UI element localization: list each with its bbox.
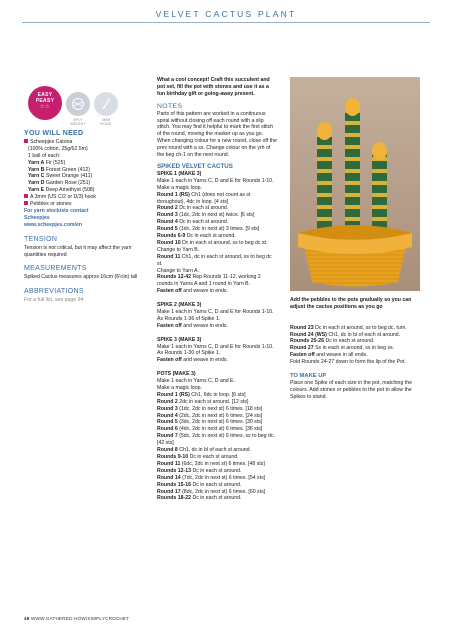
measurements-heading: MEASUREMENTS <box>24 265 87 273</box>
round-text: (2dc, 2dc in next st) 6 times. [24 sts] <box>177 412 263 419</box>
instruction-line <box>157 447 277 454</box>
round-text: As Rounds 1-30 of Spike 1. <box>157 350 221 357</box>
hook-indicator <box>93 92 119 127</box>
yarn-item <box>24 173 142 180</box>
round-text: Dc in each st around, ss to beg dc, turn. <box>313 324 407 331</box>
round-text: Dc in each st around. <box>185 233 236 240</box>
badge-line-2: PEASY <box>35 98 55 104</box>
tension-heading: TENSION <box>24 235 58 243</box>
round-text: (1dc, 2dc in next st) 3 times. [9 sts] <box>177 226 260 233</box>
header-divider <box>22 22 430 23</box>
instruction-line <box>157 350 277 357</box>
round-label: Rounds 25-26 <box>290 338 325 345</box>
yarn-label: Yarn B <box>28 166 45 173</box>
round-label: Round 2 <box>157 205 178 212</box>
round-text: Dc in each st around, ss to beg dc st. Change to Yarn B. <box>157 239 268 253</box>
spike3-heading: SPIKE 3 (MAKE 3) <box>157 336 202 343</box>
instruction-line <box>157 205 277 212</box>
round-label: Round 7 <box>157 433 178 440</box>
yarn-label: Yarn A <box>28 159 45 166</box>
stockists-brand: Scheepjes <box>24 214 50 221</box>
round-text: 2dc in each st around. [12 sts] <box>177 398 249 405</box>
make-up-text: Place one Spike of each size in the pot, matching the colours. Add stones or pebbles to the pot to allow the Spikes to stand. <box>290 379 412 400</box>
round-label: Round 10 <box>157 239 181 246</box>
instruction-line <box>157 454 277 461</box>
round-text: Rep Rounds 11-12, working 2 rounds in Yarns A and 1 round in Yarn B. <box>157 274 261 288</box>
instruction-line <box>157 413 277 420</box>
round-text: (3dc, 2dc in next st) 6 times. [30 sts] <box>177 419 263 426</box>
round-label: Rounds 18-22 <box>157 495 192 502</box>
yarn-value: Forest Green (412) <box>44 166 90 173</box>
round-text: Dc in each st around. <box>177 205 229 212</box>
round-label: Round 5 <box>157 419 178 426</box>
notes-text: Parts of this pattern are worked in a continuous spiral without closing off each round with a slip stitch. You may find it helpful to mark the first stitch of the round, moving the marker up as you go. When changing colour for a new round, close off the prev round with a ss. Change colour on the yrh of the beg ch-1 on the next round. <box>157 110 277 159</box>
badge-line-1: EASY <box>37 92 53 98</box>
intro-text: What a cool concept! Craft this succulent and pot set, fill the pot with stones and use it as a fun birthday gift or going-away present. <box>157 77 270 97</box>
spiked-heading: SPIKED VELVET CACTUS <box>157 162 233 170</box>
round-label: Fasten off <box>157 322 182 329</box>
yarn-label: Yarn C <box>28 173 45 180</box>
instruction-line <box>157 344 277 351</box>
round-text: Make a magic loop. <box>157 384 202 391</box>
round-label: Round 5 <box>157 226 178 233</box>
yarn-value: Deep Amethyst (508) <box>44 187 95 194</box>
notes-heading: NOTES <box>157 102 183 110</box>
weight-indicator <box>65 92 91 127</box>
instruction-line <box>157 475 277 482</box>
stockists-link[interactable]: www.scheepjes.com/en <box>24 221 83 228</box>
instruction-line <box>157 378 277 385</box>
instruction-line <box>157 385 277 392</box>
round-text: (7dc, 2dc in next st) 6 times. [54 sts] <box>180 474 266 481</box>
round-label: Round 14 <box>157 474 181 481</box>
round-label: Round 23 <box>290 324 314 331</box>
instruction-line <box>290 325 420 332</box>
round-label: Round 17 <box>157 488 181 495</box>
round-label: Rounds 12-13 <box>157 467 192 474</box>
round-text: Change to Yarn A. <box>157 267 199 274</box>
instruction-line <box>157 233 277 240</box>
round-label: Fasten off <box>157 357 182 364</box>
yarn-label: Yarn E <box>28 187 45 194</box>
round-label: Rounds 9-10 <box>157 453 189 460</box>
round-label: Round 3 <box>157 212 178 219</box>
round-text: Ch1, dc in each st around, ss to beg dc st. <box>157 253 272 267</box>
round-text: Make 1 each in Yarns C, D and E. <box>157 378 235 385</box>
instruction-line <box>157 226 277 233</box>
brand-detail: (100% cotton, 25g/62.5m) <box>28 145 88 152</box>
round-label: Round 4 <box>157 219 178 226</box>
round-label: Round 3 <box>157 405 178 412</box>
instruction-line <box>157 240 277 254</box>
round-label: Round 27 <box>290 345 314 352</box>
instruction-line <box>157 426 277 433</box>
pots-instructions <box>157 378 277 502</box>
round-text: (1dc, 2dc in next st) twice. [6 sts] <box>177 212 255 219</box>
yarn-item <box>24 167 142 174</box>
footer-url: WWW.GATHERED.HOW/SIMPLYCROCHET <box>29 616 130 621</box>
instruction-line <box>290 345 420 352</box>
round-label: Round 1 (RS) <box>157 391 190 398</box>
round-text: Fold Rounds 24-27 down to form the lip of the Pot. <box>290 359 406 366</box>
round-label: Round 11 <box>157 253 181 260</box>
page-footer <box>24 616 129 621</box>
round-label: Rounds 15-16 <box>157 481 192 488</box>
instruction-line <box>157 316 277 323</box>
page-title: VELVET CACTUS PLANT <box>155 9 297 19</box>
round-text: (5dc, 2dc in next st) 6 times, ss to beg dc. [42 sts] <box>157 433 275 447</box>
spike1-instructions <box>157 178 277 295</box>
badge-stars: ☆☆ <box>40 104 50 110</box>
round-label: Round 6 <box>157 426 178 433</box>
spike1-heading: SPIKE 1 (MAKE 3) <box>157 170 202 177</box>
make-up-heading: TO MAKE UP <box>290 372 327 379</box>
round-text: Ch1, dc in bl of each st around. <box>326 331 401 338</box>
round-text: (4dc, 2dc in next st) 6 times. [36 sts] <box>177 426 263 433</box>
spike2-heading: SPIKE 2 (MAKE 3) <box>157 302 202 309</box>
instruction-line <box>290 352 420 359</box>
yarn-item <box>24 180 142 187</box>
you-will-need-heading: YOU WILL NEED <box>24 130 84 137</box>
round-text: and weave in ends. <box>181 322 228 329</box>
round-text: As Rounds 1-36 of Spike 1. <box>157 315 221 322</box>
photo-caption: Add the pebbles to the pots gradually so you can adjust the cactus positions as you go <box>290 297 412 310</box>
instruction-line <box>157 212 277 219</box>
pebbles-text: Pebbles or stones <box>30 201 72 208</box>
instruction-line <box>157 433 277 447</box>
instruction-line <box>157 309 277 316</box>
round-text: and weave in all ends. <box>314 352 368 359</box>
instruction-line <box>157 357 277 364</box>
round-text: Dc in each st around. <box>188 453 239 460</box>
yarn-label: Yarn D <box>28 180 45 187</box>
round-text: Dc in each st around. <box>324 338 375 345</box>
round-label: Rounds 6-9 <box>157 233 186 240</box>
page-number: 48 <box>24 616 30 621</box>
round-text: (1dc, 2dc in next st) 6 times. [18 sts] <box>177 405 263 412</box>
easy-peasy-badge <box>28 86 62 120</box>
instruction-line <box>157 178 277 185</box>
hook-line <box>24 194 142 201</box>
instruction-line <box>157 254 277 268</box>
instruction-line <box>157 461 277 468</box>
brand-name: Scheepjes Catona <box>30 138 73 145</box>
each-note: 1 ball of each: <box>28 152 61 159</box>
pebbles-line <box>24 201 142 208</box>
round-text: Make 1 each in Yarns C, D and E for Rounds 1-10. <box>157 177 274 184</box>
instruction-line <box>290 338 420 345</box>
pattern-column <box>157 77 277 502</box>
hook-icon <box>94 92 118 116</box>
round-text: Make 1 each in Yarns C, D and E for Rounds 1-10. <box>157 343 274 350</box>
round-text: Ch1 (does not count as st throughout), 4dc in loop. [4 sts] <box>157 191 251 205</box>
round-text: Dc in each st around. <box>191 467 242 474</box>
round-label: Rounds 12-42 <box>157 274 192 281</box>
yarn-item <box>24 160 142 167</box>
round-text: Make a magic loop. <box>157 184 202 191</box>
round-text: and weave in ends. <box>181 288 228 295</box>
instruction-line <box>157 392 277 399</box>
instruction-line <box>157 399 277 406</box>
round-text: Ch1, dc in bl of each st around. <box>177 447 251 454</box>
yarn-ball-icon <box>66 92 90 116</box>
pots-heading: POTS (MAKE 3) <box>157 371 196 378</box>
instruction-line <box>157 192 277 206</box>
round-label: Round 2 <box>157 398 178 405</box>
round-text: Dc in each st around. <box>177 219 229 226</box>
weight-label: 4PLY WEIGHT <box>70 118 86 127</box>
tension-text: Tension is not critical, but it may affect the yarn quantities required <box>24 244 132 258</box>
measurements-text: Spiked Cactus measures approx 16cm (6½in) tall <box>24 274 138 281</box>
instruction-line <box>157 468 277 475</box>
round-label: Round 11 <box>157 460 181 467</box>
instruction-line <box>290 332 420 339</box>
instruction-line <box>157 419 277 426</box>
hook-label: 3MM HOOK <box>100 118 112 127</box>
round-label: Round 4 <box>157 412 178 419</box>
pot-continued-instructions <box>290 325 420 366</box>
round-label: Round 1 (RS) <box>157 191 190 198</box>
instruction-line <box>157 323 277 330</box>
round-text: Ch1, 6dc in loop. [6 sts] <box>189 391 246 398</box>
round-label: Round 8 <box>157 447 178 454</box>
yarn-item <box>24 187 142 194</box>
stockists-text: For yarn stockists contact <box>24 207 89 214</box>
spike2-instructions <box>157 309 277 330</box>
round-text: Make 1 each in Yarns C, D and E for Rounds 1-10. <box>157 308 274 315</box>
round-text: (8dc, 2dc in next st) 6 times. [60 sts] <box>180 488 266 495</box>
round-label: Round 24 (WS) <box>290 331 327 338</box>
yarn-value: Sweet Orange (411) <box>44 173 93 180</box>
round-text: and weave in ends. <box>181 357 228 364</box>
instruction-line <box>157 219 277 226</box>
round-label: Fasten off <box>157 288 182 295</box>
instruction-line <box>157 482 277 489</box>
requirements-column <box>24 131 142 304</box>
instruction-line <box>157 288 277 295</box>
round-text: Dc in each st around. <box>191 481 242 488</box>
yarn-list <box>24 160 142 195</box>
instruction-line <box>157 495 277 502</box>
instruction-line <box>157 185 277 192</box>
hook-text: A 3mm (US C/2 or D/3) hook <box>30 194 97 201</box>
spike3-instructions <box>157 344 277 365</box>
instruction-line <box>290 359 420 366</box>
round-text: (6dc, 2dc in next st) 6 times. [48 sts] <box>180 460 265 467</box>
round-text: Dc in each st around. <box>191 495 242 502</box>
instruction-line <box>157 268 277 275</box>
instruction-line <box>157 406 277 413</box>
right-column <box>290 297 420 401</box>
cactus-photo <box>290 77 420 291</box>
round-label: Fasten off <box>290 352 315 359</box>
yarn-value: Fir (525) <box>44 159 66 166</box>
yarn-value: Garden Rose (251) <box>44 180 91 187</box>
brand-line <box>24 139 142 146</box>
round-text: Ss in each st around, ss in beg ss. <box>313 345 395 352</box>
abbreviations-text: For a full list, see page 94 <box>24 297 84 304</box>
instruction-line <box>157 489 277 496</box>
instruction-line <box>157 274 277 288</box>
abbreviations-heading: ABBREVIATIONS <box>24 288 84 296</box>
